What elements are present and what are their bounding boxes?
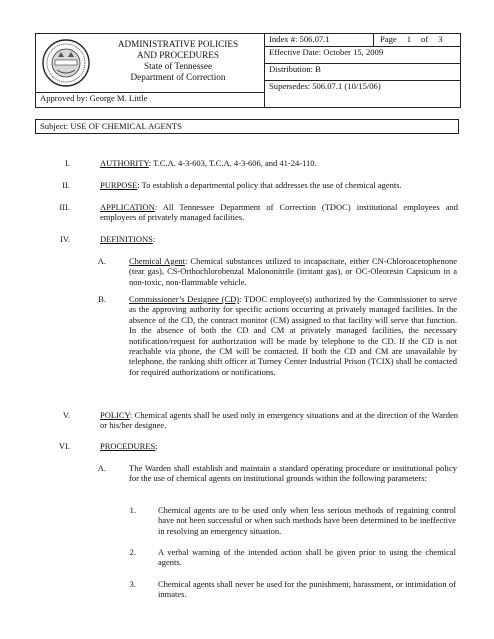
section-num: V. — [62, 410, 70, 420]
procedure-item-3 — [158, 579, 456, 600]
definition-text: : TDOC employee(s) authorized by the Commissioner to serve as the approving authority for specific actions occurring at privately managed facilities. In the absence of the CD, the contract monitor (CM) assigned to that facility will serve that function. In the absence of both the CD and CM at privately managed facilities, the necessary notification/request for authorization will be made by telephone to the CD. If the CD is not reachable via phone, the CM will be contacted. If both the CD and CM are unavailable by telephone, the ranking shift officer at Turney Center Industrial Prison (TCIX) shall be contacted for required authorizations or notifications. — [129, 294, 457, 377]
section-heading: PROCEDURES — [100, 441, 156, 451]
section-heading: POLICY — [100, 410, 130, 420]
definition-term: Commissioner’s Designee (CD) — [129, 294, 240, 304]
page-number: 1 — [406, 34, 412, 44]
agency-title — [92, 34, 264, 82]
procedure-item-1 — [158, 505, 456, 536]
index-number: Index #: 506.07.1 — [269, 34, 330, 44]
procedure-text: The Warden shall establish and maintain a standard operating procedure or institutional policy for the use of chemical agents on institutional grounds within the following parameters: — [129, 463, 457, 484]
section-text: : All Tennessee Department of Correction (TDOC) institutional employees and employees of privately managed facilities. — [100, 202, 458, 223]
effective-date: Effective Date: October 15, 2009 — [269, 46, 384, 57]
section-text: : — [155, 441, 158, 451]
section-num: I. — [65, 158, 70, 168]
section-text: : Chemical agents shall be used only in emergency situations and at the direction of the Warden or his/her designee. — [100, 410, 458, 431]
section-num: VI. — [58, 441, 70, 451]
section-text: : T.C.A. 4-3-603, T.C.A. 4-3-606, and 41-24-110. — [148, 158, 317, 168]
distribution: Distribution: B — [269, 63, 321, 74]
procedure-item-text: Chemical agents shall never be used for the punishment, harassment, or intimidation of inmates. — [158, 579, 456, 600]
section-num: IV. — [60, 234, 70, 244]
page-cell — [374, 34, 461, 47]
section-purpose — [100, 180, 460, 190]
section-num: III. — [59, 202, 70, 212]
procedure-item-2 — [158, 547, 456, 568]
supersedes-cell — [265, 80, 461, 107]
section-text: : To establish a departmental policy that addresses the use of chemical agents. — [137, 180, 402, 190]
supersedes: Supersedes: 506.07.1 (10/15/06) — [269, 80, 381, 91]
section-heading: PURPOSE — [100, 180, 138, 190]
procedure-item-num: 3. — [129, 579, 136, 589]
section-heading: AUTHORITY — [100, 158, 149, 168]
section-definitions — [100, 234, 460, 244]
subsection-num: A. — [97, 256, 106, 266]
policy-header-table — [35, 33, 461, 108]
definition-commissioners-designee — [129, 294, 457, 377]
page-of: of — [421, 34, 429, 44]
page-label: Page — [380, 34, 397, 44]
section-procedures — [100, 441, 460, 451]
subject: Subject: USE OF CHEMICAL AGENTS — [40, 121, 182, 131]
definition-term: Chemical Agent — [129, 256, 185, 266]
agency-line-1: ADMINISTRATIVE POLICIES — [117, 39, 239, 49]
section-heading: APPLICATION — [100, 202, 155, 212]
effective-cell — [265, 46, 461, 63]
approved-cell — [36, 93, 265, 108]
section-policy — [100, 410, 458, 431]
subsection-num: A. — [97, 463, 106, 473]
page-total: 3 — [438, 34, 443, 44]
section-authority — [100, 158, 460, 168]
section-num: II. — [62, 180, 70, 190]
subject-box — [35, 119, 459, 134]
procedure-item-num: 1. — [129, 505, 136, 515]
agency-line-3: State of Tennessee — [143, 60, 213, 71]
page-indicator — [378, 35, 456, 45]
procedure-item-num: 2. — [129, 547, 136, 557]
subsection-num: B. — [98, 294, 106, 304]
agency-cell — [36, 34, 265, 93]
distribution-cell — [265, 63, 461, 80]
definition-text: : Chemical substances utilized to incapacitate, either CN-Chloroacetophenone (tear gas), CS-Orthochlorobenzal Malononitrile (irritant gas), or OC-Oleoresin Capsicum in a non-toxic, non-flammable vehicle. — [129, 256, 457, 287]
definition-chemical-agent — [129, 256, 457, 287]
agency-line-4: Department of Correction — [130, 71, 226, 82]
procedure-item-text: Chemical agents are to be used only when less serious methods of regaining control have not been successful or when such methods have been determined to be ineffective in resolving an emergency situation. — [158, 505, 456, 536]
agency-line-2: AND PROCEDURES — [137, 49, 219, 60]
approved-by: Approved by: George M. Little — [40, 93, 148, 103]
index-cell — [265, 34, 374, 47]
section-application — [100, 202, 458, 223]
state-seal-icon — [42, 39, 90, 87]
procedure-a — [129, 463, 457, 484]
section-heading: DEFINITIONS — [100, 234, 153, 244]
section-text: : — [152, 234, 156, 244]
procedure-item-text: A verbal warning of the intended action shall be given prior to using the chemical agents. — [158, 547, 456, 568]
